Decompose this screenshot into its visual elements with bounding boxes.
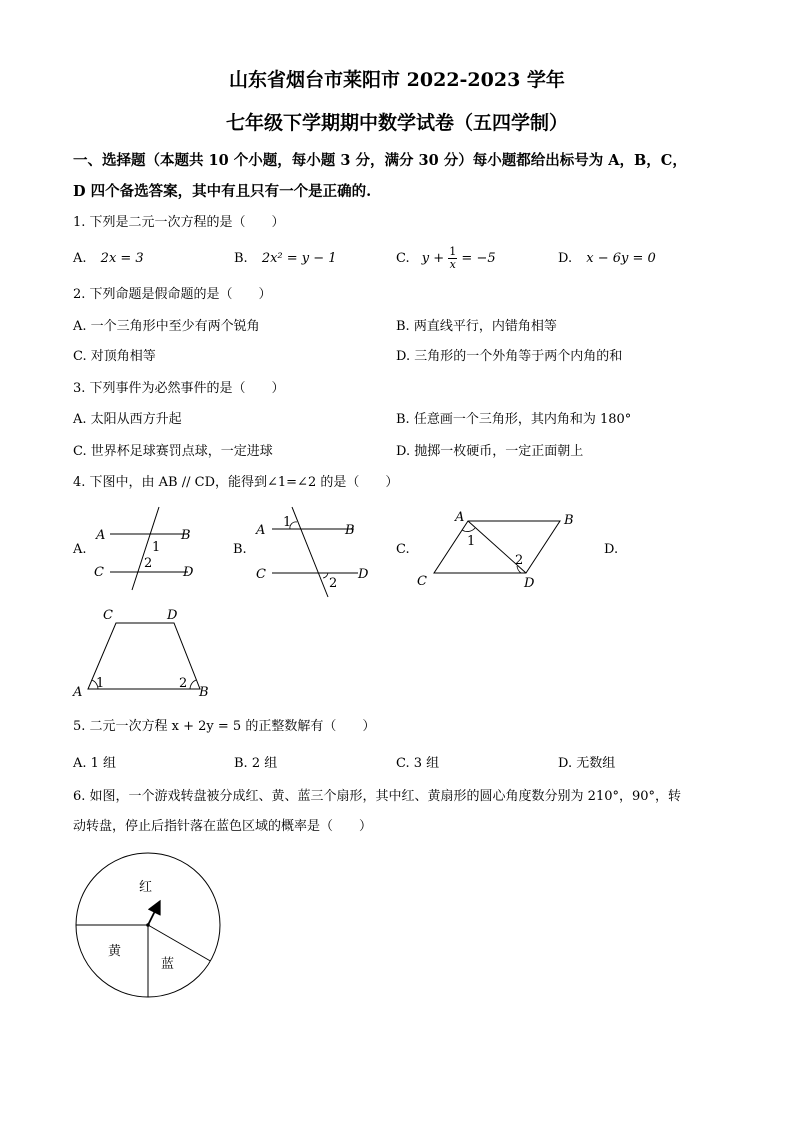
q1-c-post: = −5 [461, 251, 496, 266]
q1-stem: 1. 下列是二元一次方程的是（ ） [73, 215, 285, 230]
point-b-label: B [199, 685, 209, 700]
section-intro-line1: 一、选择题（本题共 10 个小题，每小题 3 分，满分 30 分）每小题都给出标号为 A，B，C， [73, 152, 687, 169]
q4-figure-c [412, 507, 592, 597]
q5-option-c: C. 3 组 [396, 756, 440, 771]
point-d-label: D [524, 576, 535, 591]
sector-red-label: 红 [139, 880, 153, 895]
point-a-label: A [256, 523, 266, 538]
q3-option-d: D. 抛掷一枚硬币，一定正面朝上 [396, 444, 584, 459]
q4-option-c-label: C. [396, 542, 410, 557]
point-c-label: C [256, 567, 266, 582]
angle-1-arc [462, 528, 475, 532]
q6-stem-line2: 动转盘，停止后指针落在蓝色区域的概率是（ ） [73, 819, 373, 834]
q4-figure-b [250, 505, 380, 600]
q2-option-b: B. 两直线平行，内错角相等 [396, 319, 557, 334]
point-d-label: D [358, 567, 369, 582]
exam-title-line1: 山东省烟台市莱阳市 2022-2023 学年 [229, 69, 565, 91]
angle-2-label: 2 [179, 676, 188, 691]
q1-c-pre: y + [421, 251, 445, 266]
q1-option-b [234, 251, 337, 267]
angle-2-arc [323, 573, 328, 578]
radius-blue-red [148, 925, 210, 961]
angle-2-arc [190, 680, 196, 689]
exam-title-line2: 七年级下学期期中数学试卷（五四学制） [225, 112, 568, 134]
q1-b-label: B. [234, 251, 248, 266]
q4-figure-a [88, 505, 208, 595]
q5-stem: 5. 二元一次方程 x + 2y = 5 的正整数解有（ ） [73, 719, 376, 734]
spinner-figure [70, 852, 226, 1008]
angle-1-label: 1 [96, 676, 105, 691]
sector-yellow-label: 黄 [108, 944, 122, 959]
point-d-label: D [167, 608, 178, 623]
q2-option-d: D. 三角形的一个外角等于两个内角的和 [396, 349, 623, 364]
q5-option-d: D. 无数组 [558, 756, 616, 771]
section-intro-line2: D 四个备选答案，其中有且只有一个是正确的. [73, 183, 372, 200]
q5-option-a: A. 1 组 [73, 756, 117, 771]
q1-a-expr: 2x = 3 [100, 251, 144, 266]
q3-option-b: B. 任意画一个三角形，其内角和为 180° [396, 412, 632, 427]
q4-option-d-label: D. [604, 542, 619, 557]
q5-option-b: B. 2 组 [234, 756, 278, 771]
angle-2-label: 2 [329, 576, 338, 591]
point-a-label: A [455, 510, 465, 525]
angle-1-label: 1 [467, 534, 476, 549]
point-c-label: C [417, 574, 427, 589]
point-a-label: A [96, 528, 106, 543]
q4-figure-d [72, 605, 222, 700]
q1-c-numerator: 1 [449, 245, 457, 258]
q1-c-fraction [448, 246, 457, 271]
q1-option-c [396, 244, 496, 274]
angle-2-label: 2 [515, 553, 524, 568]
sector-blue-label: 蓝 [161, 957, 175, 972]
point-c-label: C [103, 608, 113, 623]
angle-1-label: 1 [152, 540, 161, 555]
q3-stem: 3. 下列事件为必然事件的是（ ） [73, 381, 285, 396]
q2-stem: 2. 下列命题是假命题的是（ ） [73, 287, 272, 302]
q1-d-label: D. [558, 251, 573, 266]
q1-a-label: A. [73, 251, 87, 266]
point-d-label: D [183, 565, 194, 580]
q1-option-a [73, 251, 144, 267]
q4-option-b-label: B. [233, 542, 247, 557]
point-a-label: A [73, 685, 83, 700]
q1-c-label: C. [396, 251, 410, 266]
q4-option-a-label: A. [73, 542, 87, 557]
angle-2-label: 2 [144, 556, 153, 571]
q2-option-c: C. 对顶角相等 [73, 349, 156, 364]
spinner-pointer [148, 903, 159, 925]
q1-option-d [558, 251, 656, 267]
point-b-label: B [564, 513, 574, 528]
angle-1-label: 1 [283, 515, 292, 530]
q1-c-denominator: x [449, 258, 456, 271]
q3-option-c: C. 世界杯足球赛罚点球，一定进球 [73, 444, 273, 459]
q6-stem-line1: 6. 如图，一个游戏转盘被分成红、黄、蓝三个扇形，其中红、黄扇形的圆心角度数分别为 210°，90°，转 [73, 789, 682, 804]
point-b-label: B [181, 528, 191, 543]
transversal [292, 507, 328, 597]
q4-stem: 4. 下图中，由 AB // CD，能得到∠1=∠2 的是（ ） [73, 475, 399, 490]
point-b-label: B [345, 523, 355, 538]
q1-b-expr: 2x² = y − 1 [261, 251, 337, 266]
q1-d-expr: x − 6y = 0 [586, 251, 656, 266]
point-c-label: C [94, 565, 104, 580]
q2-option-a: A. 一个三角形中至少有两个锐角 [73, 319, 260, 334]
q3-option-a: A. 太阳从西方升起 [73, 412, 182, 427]
